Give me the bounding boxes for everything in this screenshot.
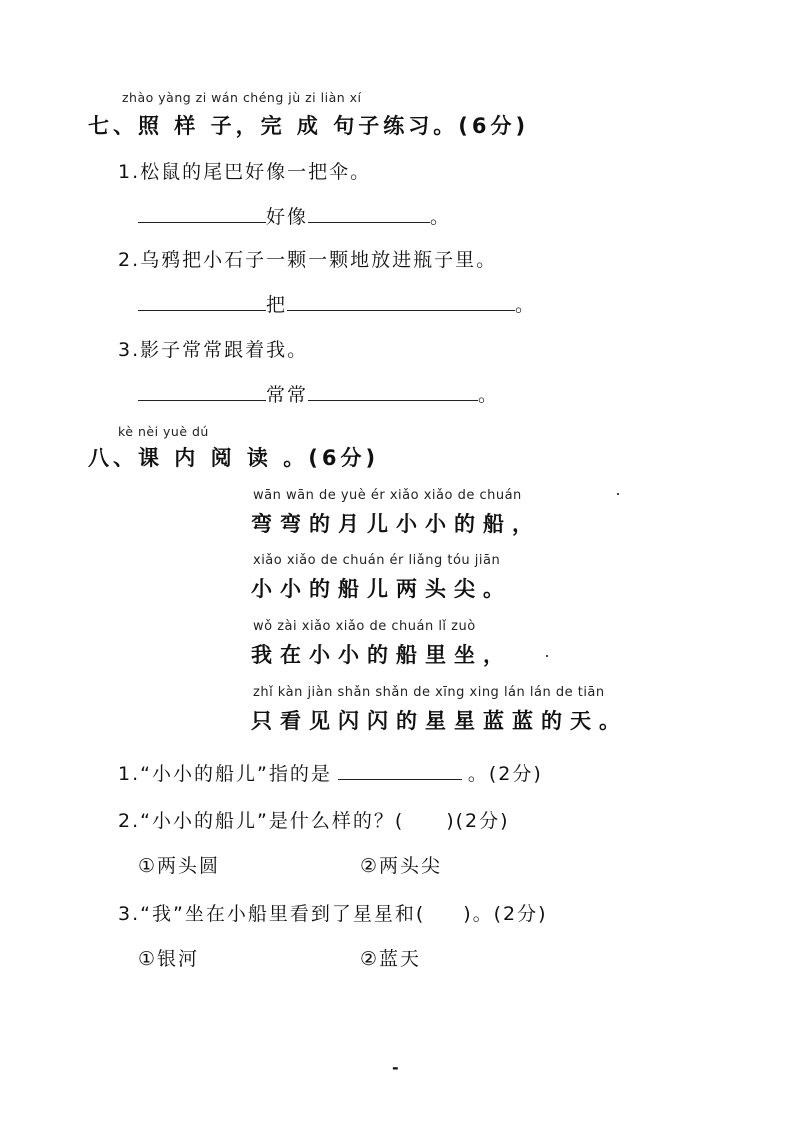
- s7-q1-text: 1.松鼠的尾巴好像一把伞。: [118, 161, 372, 183]
- s7-q3-mid: 常常: [266, 384, 309, 406]
- poem-line3-pinyin: wǒ zài xiǎo xiǎo de chuán lǐ zuò: [253, 619, 476, 634]
- s8-q1-blank[interactable]: [338, 757, 462, 780]
- s7-q1-blank-b[interactable]: [308, 200, 430, 223]
- poem-line4: 只看见闪闪的星星蓝蓝的天。: [251, 709, 628, 733]
- s8-q2-option-1[interactable]: ①两头圆: [138, 855, 221, 877]
- s7-q3-blank-a[interactable]: [138, 378, 266, 401]
- page-footer-mark: -: [392, 1058, 399, 1077]
- s7-q2-blank-b[interactable]: [287, 288, 515, 311]
- s7-q3-end: 。: [478, 384, 500, 406]
- s8-q2-end: )(2分): [446, 810, 510, 832]
- s7-q2-end: 。: [515, 294, 537, 316]
- s8-q2-text: 2.“小小的船儿”是什么样的？(: [118, 810, 405, 832]
- s7-q1-mid: 好像: [266, 206, 309, 228]
- s8-q2: [118, 806, 510, 833]
- s8-q1-text: 1.“小小的船儿”指的是: [118, 763, 332, 785]
- section8-pinyin: kè nèi yuè dú: [118, 424, 209, 439]
- poem-line1: 弯弯的月儿小小的船，: [251, 512, 541, 536]
- s8-q3-end: )。(2分): [463, 903, 548, 925]
- s8-q2-option-2[interactable]: ②两头尖: [360, 855, 443, 877]
- s8-q1: [118, 757, 543, 786]
- s8-q3-option-2[interactable]: ②蓝天: [360, 948, 422, 970]
- section7-pinyin: zhào yàng zi wán chéng jù zi liàn xí: [122, 90, 362, 105]
- poem-line3: 我在小小的船里坐，: [251, 643, 512, 667]
- s7-q1-blank-a[interactable]: [138, 200, 266, 223]
- section8-heading: 八、课 内 阅 读 。(6分): [88, 446, 380, 470]
- s7-q1-end: 。: [430, 206, 452, 228]
- s7-q2-answer-line: [138, 288, 536, 317]
- s7-q2-mid: 把: [266, 294, 288, 316]
- poem-line2: 小小的船儿两头尖。: [251, 577, 512, 601]
- s8-q1-end: 。(2分): [467, 763, 543, 785]
- s7-q3-answer-line: [138, 378, 499, 407]
- section7-heading: 七、照 样 子，完 成 句子练习。(6分): [88, 114, 530, 138]
- s7-q2-text: 2.乌鸦把小石子一颗一颗地放进瓶子里。: [118, 249, 498, 271]
- s7-q1-answer-line: [138, 200, 451, 229]
- s7-q2-blank-a[interactable]: [138, 288, 266, 311]
- scan-speck: [546, 655, 548, 657]
- s8-q3: [118, 899, 548, 926]
- scan-speck: [617, 493, 619, 495]
- s7-q3-text: 3.影子常常跟着我。: [118, 339, 309, 361]
- poem-line1-pinyin: wān wān de yuè ér xiǎo xiǎo de chuán: [253, 488, 522, 503]
- s8-q3-text: 3.“我”坐在小船里看到了星星和(: [118, 903, 426, 925]
- s7-q3-blank-b[interactable]: [308, 378, 478, 401]
- s8-q3-option-1[interactable]: ①银河: [138, 948, 200, 970]
- poem-line4-pinyin: zhǐ kàn jiàn shǎn shǎn de xīng xing lán lán de tiān: [253, 685, 605, 700]
- poem-line2-pinyin: xiǎo xiǎo de chuán ér liǎng tóu jiān: [253, 553, 501, 568]
